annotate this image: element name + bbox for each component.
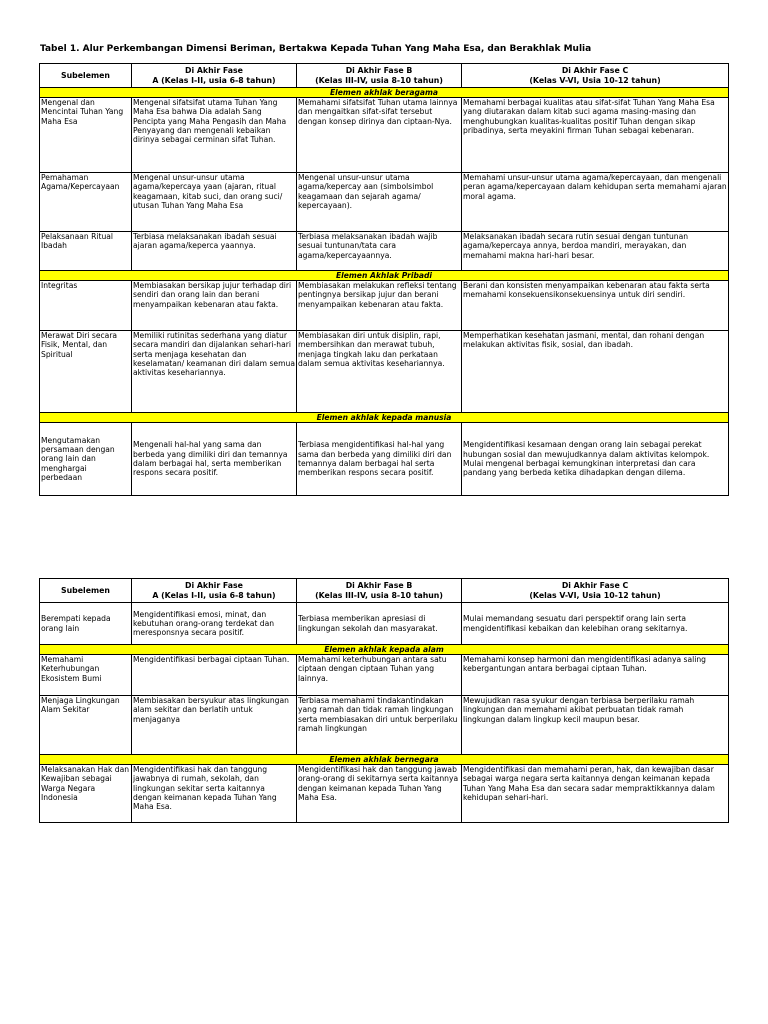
subelemen-cell: Mengenal dan Mencintai Tuhan Yang Maha Esa (40, 98, 132, 173)
table-row (40, 423, 729, 496)
header-row (40, 579, 729, 603)
fase-b-cell: Terbiasa memahami tindakantindakan yang ramah dan tidak ramah lingkungan serta membiasakan diri untuk berperilaku ramah lingkungan (297, 696, 462, 755)
subelemen-cell: Menjaga Lingkungan Alam Sekitar (40, 696, 132, 755)
fase-a-cell: Membiasakan bersikap jujur terhadap diri sendiri dan orang lain dan berani menyampaikan kebenaran atau fakta. (132, 281, 297, 331)
fase-b-cell: Membiasakan diri untuk disiplin, rapi, membersihkan dan merawat tubuh, menjaga tingkah laku dan perkataan dalam semua aktivitas kesehariannya. (297, 331, 462, 413)
fase-a-cell: Mengidentifikasi emosi, minat, dan kebutuhan orang-orang terdekat dan meresponsnya secara positif. (132, 603, 297, 645)
fase-a-cell: Mengenal unsur-unsur utama agama/kepercaya yaan (ajaran, ritual keagamaan, kitab suci, dan orang suci/ utusan Tuhan Yang Maha Esa (132, 173, 297, 232)
header-row (40, 64, 729, 88)
subelemen-cell: Pelaksanaan Ritual Ibadah (40, 232, 132, 271)
fase-b-cell: Terbiasa mengidentifikasi hal-hal yang sama dan berbeda yang dimiliki diri dan temannya dalam berbagai hal serta memberikan respons secara positif. (297, 423, 462, 496)
table-row (40, 765, 729, 823)
fase-a-cell: Mengenal sifatsifat utama Tuhan Yang Maha Esa bahwa Dia adalah Sang Pencipta yang Maha Pengasih dan Maha Penyayang dan mengenali kebaikan dirinya sebagai cerminan sifat Tuhan. (132, 98, 297, 173)
fase-b-cell: Mengidentifikasi hak dan tanggung jawab orang-orang di sekitarnya serta kaitannya dengan keimanan kepada Tuhan Yang Maha Esa. (297, 765, 462, 823)
fase-b-cell: Terbiasa memberikan apresiasi di lingkungan sekolah dan masyarakat. (297, 603, 462, 645)
subelemen-cell: Berempati kepada orang lain (40, 603, 132, 645)
fase-c-cell: Mulai memandang sesuatu dari perspektif orang lain serta mengidentifikasi kebaikan dan kelebihan orang sekitarnya. (462, 603, 729, 645)
table-row (40, 696, 729, 755)
header-fase-c: Di Akhir Fase C (Kelas V-VI, Usia 10-12 tahun) (462, 579, 729, 603)
subelemen-cell: Melaksanakan Hak dan Kewajiban sebagai Warga Negara Indonesia (40, 765, 132, 823)
fase-c-cell: Berani dan konsisten menyampaikan kebenaran atau fakta serta memahami konsekuensikonsekuensinya untuk diri sendiri. (462, 281, 729, 331)
fase-a-cell: Mengenali hal-hal yang sama dan berbeda yang dimiliki diri dan temannya dalam berbagai hal, serta memberikan respons secara positif. (132, 423, 297, 496)
subelemen-cell: Merawat Diri secara Fisik, Mental, dan Spiritual (40, 331, 132, 413)
header-subelemen: Subelemen (40, 579, 132, 603)
fase-c-cell: Mewujudkan rasa syukur dengan terbiasa berperilaku ramah lingkungan dan memahami akibat perbuatan tidak ramah lingkungan dalam lingkup kecil maupun besar. (462, 696, 729, 755)
table-row (40, 173, 729, 232)
table-row (40, 603, 729, 645)
fase-a-cell: Mengidentifikasi berbagai ciptaan Tuhan. (132, 655, 297, 696)
fase-b-cell: Memahami sifatsifat Tuhan utama lainnya dan mengaitkan sifat-sifat tersebut dengan konsep dirinya dan ciptaan-Nya. (297, 98, 462, 173)
table-row (40, 232, 729, 271)
subelemen-cell: Pemahaman Agama/Kepercayaan (40, 173, 132, 232)
fase-b-cell: Terbiasa melaksanakan ibadah wajib sesuai tuntunan/tata cara agama/kepercayaannya. (297, 232, 462, 271)
subelemen-cell: Memahami Keterhubungan Ekosistem Bumi (40, 655, 132, 696)
fase-b-cell: Mengenal unsur-unsur utama agama/kepercay aan (simbolsimbol keagamaan dan sejarah agama/ kepercayaan). (297, 173, 462, 232)
fase-c-cell: Memahami unsur-unsur utama agama/kepercayaan, dan mengenali peran agama/kepercayaan dalam kehidupan serta memahami ajaran moral agama. (462, 173, 729, 232)
fase-c-cell: Mengidentifikasi kesamaan dengan orang lain sebagai perekat hubungan sosial dan mewujudkannya dalam aktivitas kelompok. Mulai mengenal berbagai kemungkinan interpretasi dan cara pandang yang berbeda ketika dihadapkan dengan dilema. (462, 423, 729, 496)
subelemen-cell: Mengutamakan persamaan dengan orang lain dan menghargai perbedaan (40, 423, 132, 496)
table-row (40, 655, 729, 696)
table-row (40, 331, 729, 413)
table-row (40, 98, 729, 173)
header-fase-b: Di Akhir Fase B (Kelas III-IV, usia 8-10 tahun) (297, 64, 462, 88)
header-fase-a: Di Akhir Fase A (Kelas I-II, usia 6-8 tahun) (132, 64, 297, 88)
section-band: Elemen akhlak bernegara (40, 755, 729, 765)
section-band: Elemen Akhlak Pribadi (40, 271, 729, 281)
table-title: Tabel 1. Alur Perkembangan Dimensi Beriman, Bertakwa Kepada Tuhan Yang Maha Esa, dan Berakhlak Mulia (40, 44, 592, 54)
fase-c-cell: Melaksanakan ibadah secara rutin sesuai dengan tuntunan agama/kepercaya annya, berdoa mandiri, merayakan, dan memahami makna hari-hari besar. (462, 232, 729, 271)
fase-c-cell: Mengidentifikasi dan memahami peran, hak, dan kewajiban dasar sebagai warga negara serta kaitannya dengan keimanan kepada Tuhan Yang Maha Esa dan secara sadar mempraktikkannya dalam kehidupan sehari-hari. (462, 765, 729, 823)
table-row (40, 281, 729, 331)
fase-a-cell: Memiliki rutinitas sederhana yang diatur secara mandiri dan dijalankan sehari-hari serta menjaga kesehatan dan keselamatan/ keamanan diri dalam semua aktivitas kesehariannya. (132, 331, 297, 413)
section-band: Elemen akhlak kepada alam (40, 645, 729, 655)
table-2 (39, 578, 729, 823)
fase-c-cell: Memahami konsep harmoni dan mengidentifikasi adanya saling kebergantungan antara berbagai ciptaan Tuhan. (462, 655, 729, 696)
fase-a-cell: Terbiasa melaksanakan ibadah sesuai ajaran agama/keperca yaannya. (132, 232, 297, 271)
fase-c-cell: Memperhatikan kesehatan jasmani, mental, dan rohani dengan melakukan aktivitas fisik, sosial, dan ibadah. (462, 331, 729, 413)
section-band: Elemen akhlak kepada manusia (40, 413, 729, 423)
fase-a-cell: Membiasakan bersyukur atas lingkungan alam sekitar dan berlatih untuk menjaganya (132, 696, 297, 755)
header-fase-c: Di Akhir Fase C (Kelas V-VI, Usia 10-12 tahun) (462, 64, 729, 88)
fase-a-cell: Mengidentifikasi hak dan tanggung jawabnya di rumah, sekolah, dan lingkungan sekitar serta kaitannya dengan keimanan kepada Tuhan Yang Maha Esa. (132, 765, 297, 823)
fase-b-cell: Membiasakan melakukan refleksi tentang pentingnya bersikap jujur dan berani menyampaikan kebenaran atau fakta. (297, 281, 462, 331)
header-fase-a: Di Akhir Fase A (Kelas I-II, usia 6-8 tahun) (132, 579, 297, 603)
header-fase-b: Di Akhir Fase B (Kelas III-IV, usia 8-10 tahun) (297, 579, 462, 603)
fase-b-cell: Memahami keterhubungan antara satu ciptaan dengan ciptaan Tuhan yang lainnya. (297, 655, 462, 696)
fase-c-cell: Memahami berbagai kualitas atau sifat-sifat Tuhan Yang Maha Esa yang diutarakan dalam kitab suci agama masing-masing dan menghubungkan kualitas-kualitas positif Tuhan dengan sikap pribadinya, serta meyakini firman Tuhan sebagai kebenaran. (462, 98, 729, 173)
section-band: Elemen akhlak beragama (40, 88, 729, 98)
subelemen-cell: Integritas (40, 281, 132, 331)
table-1 (39, 63, 729, 496)
header-subelemen: Subelemen (40, 64, 132, 88)
